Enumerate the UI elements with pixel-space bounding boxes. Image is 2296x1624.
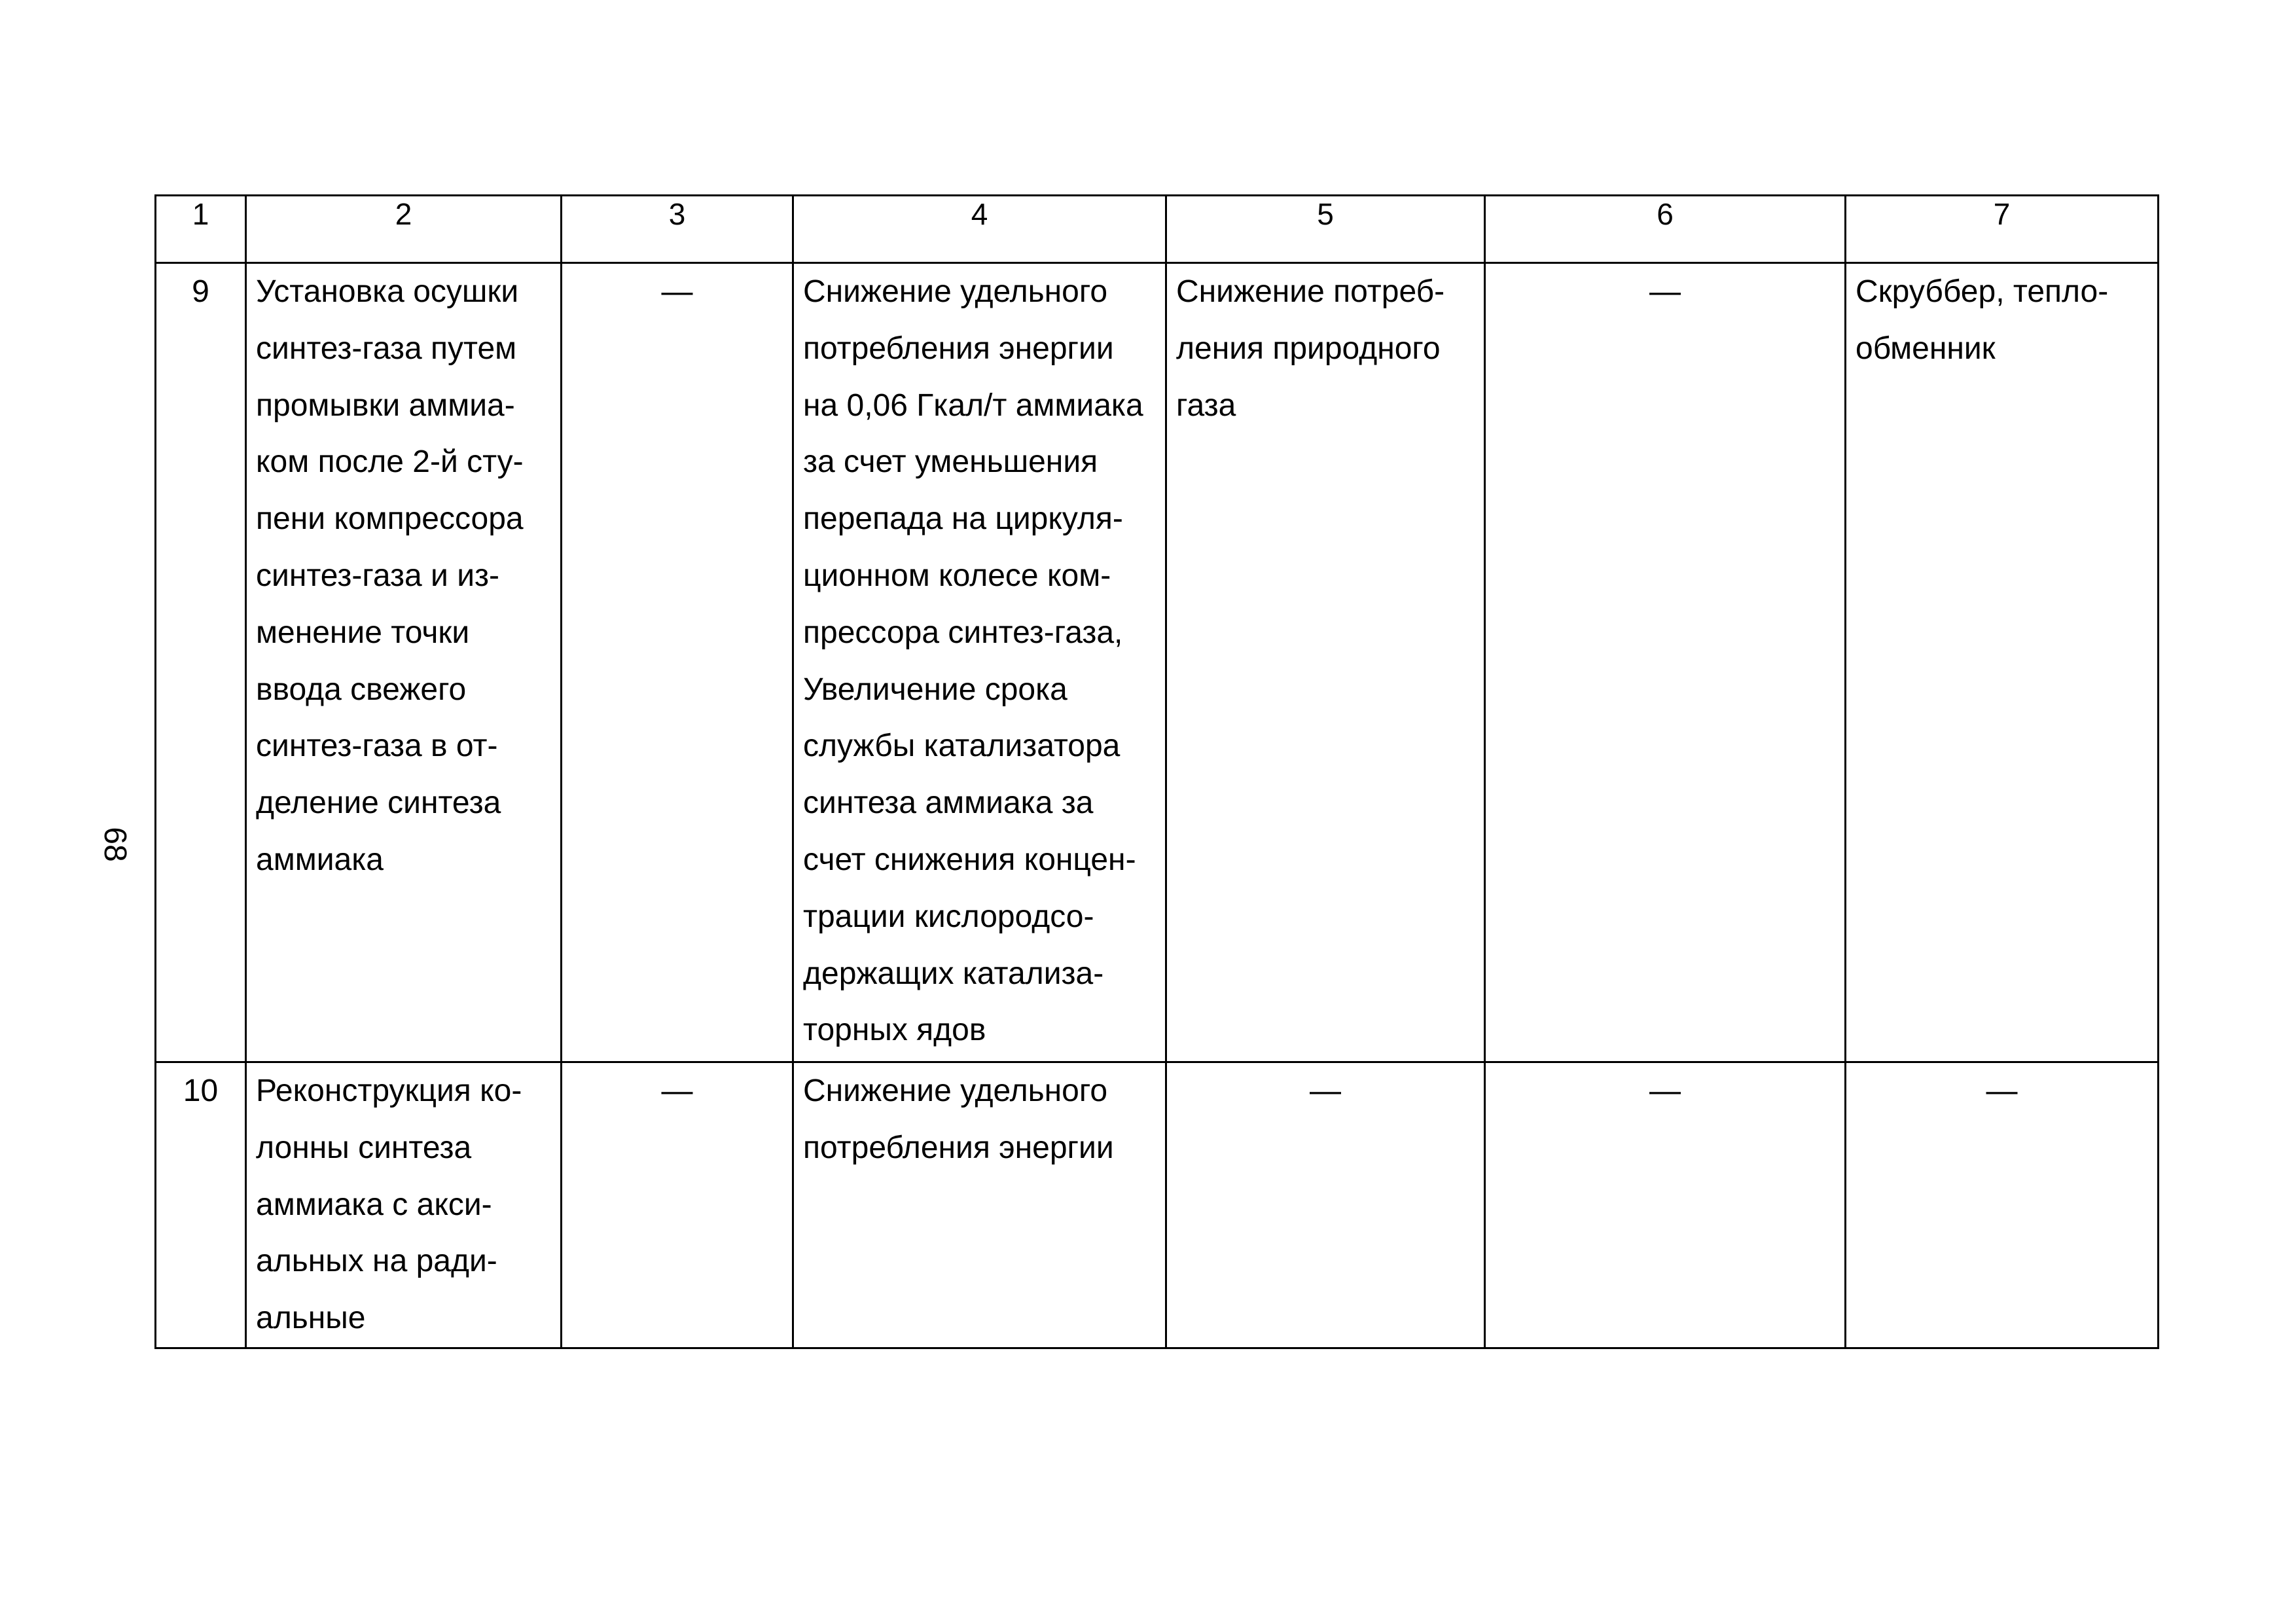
header-col-1: 1 bbox=[156, 196, 246, 263]
row-number: 10 bbox=[183, 1074, 219, 1108]
col6-cell bbox=[1485, 1062, 1846, 1348]
col3-cell bbox=[562, 1062, 793, 1348]
table-row bbox=[156, 1062, 2159, 1348]
measure-cell bbox=[246, 1062, 562, 1348]
col5-text: — bbox=[1310, 1074, 1341, 1108]
equipment-text: — bbox=[1986, 1074, 2018, 1108]
col6-text: — bbox=[1649, 274, 1681, 309]
measure-text: Установка осушки синтез-газа путем промывки аммиа- ком после 2-й сту- пени компрессора синтез-газа и из- менение точки ввода свежего синтез-газа в от- деление синтеза аммиака bbox=[256, 274, 524, 877]
equipment-cell bbox=[1846, 1062, 2159, 1348]
header-col-7: 7 bbox=[1846, 196, 2159, 263]
measure-cell bbox=[246, 263, 562, 1062]
col5-cell bbox=[1166, 263, 1485, 1062]
effect-text: Снижение удельного потребления энергии на 0,06 Гкал/т аммиака за счет уменьшения перепада на циркуля- ционном колесе ком- прессора синтез-газа, Увеличение срока службы катализатора синтеза аммиака за счет снижения концен- трации кислородсо- держащих катализа- торных ядов bbox=[803, 274, 1143, 1048]
header-col-6: 6 bbox=[1485, 196, 1846, 263]
effect-cell bbox=[793, 1062, 1166, 1348]
equipment-text: Скруббер, тепло- обменник bbox=[1856, 274, 2109, 366]
header-row bbox=[156, 196, 2159, 263]
measure-text: Реконструкция ко- лонны синтеза аммиака с акси- альных на ради- альные bbox=[256, 1074, 522, 1336]
page-number: 68 bbox=[98, 827, 132, 862]
header-col-3: 3 bbox=[562, 196, 793, 263]
data-table bbox=[154, 194, 2159, 1349]
col3-cell bbox=[562, 263, 793, 1062]
col3-text: — bbox=[661, 274, 693, 309]
col5-text: Снижение потреб- ления природного газа bbox=[1176, 274, 1445, 423]
row-number-cell bbox=[156, 263, 246, 1062]
header-col-2: 2 bbox=[246, 196, 562, 263]
effect-cell bbox=[793, 263, 1166, 1062]
effect-text: Снижение удельного потребления энергии bbox=[803, 1074, 1114, 1165]
col5-cell bbox=[1166, 1062, 1485, 1348]
row-number: 9 bbox=[192, 274, 209, 309]
col6-cell bbox=[1485, 263, 1846, 1062]
table-row bbox=[156, 263, 2159, 1062]
equipment-cell bbox=[1846, 263, 2159, 1062]
row-number-cell bbox=[156, 1062, 246, 1348]
header-col-5: 5 bbox=[1166, 196, 1485, 263]
header-col-4: 4 bbox=[793, 196, 1166, 263]
col6-text: — bbox=[1649, 1074, 1681, 1108]
col3-text: — bbox=[661, 1074, 693, 1108]
